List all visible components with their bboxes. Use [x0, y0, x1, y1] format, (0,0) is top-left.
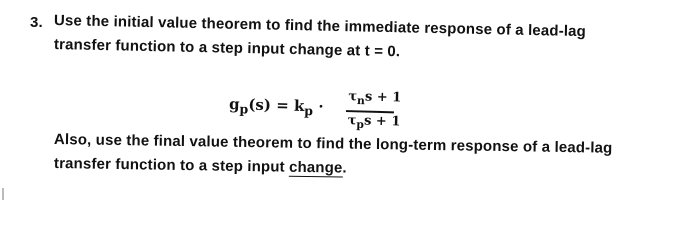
equation-denominator — [347, 113, 400, 132]
question-text-line-4 — [54, 155, 347, 177]
numerator-rest: s + 1 — [364, 89, 402, 106]
denominator-tau: τ — [347, 113, 357, 129]
underlined-change-word: change — [288, 158, 343, 177]
equation-arg-and-k: (s) = k — [248, 95, 305, 115]
question-text-line-1: Use the initial value theorem to find the immediate response of a lead-lag — [53, 12, 587, 41]
equation-numerator — [348, 89, 401, 108]
equation-k-subscript: p — [304, 102, 314, 119]
equation-lhs — [229, 95, 324, 118]
equation-fraction — [345, 89, 402, 134]
equation-g-subscript: p — [239, 101, 249, 117]
numerator-tau: τ — [348, 89, 358, 105]
numerator-tau-subscript: n — [356, 93, 366, 108]
question-number: 3. — [30, 14, 43, 31]
denominator-tau-subscript: p — [356, 117, 365, 132]
line-4-prefix: transfer function to a step input — [53, 155, 290, 176]
question-text-line-3: Also, use the final value theorem to find the long-term response of a lead-lag — [53, 131, 613, 157]
line-4-period: . — [342, 159, 347, 177]
equation-g: g — [228, 95, 240, 114]
lead-lag-equation — [228, 86, 402, 132]
denominator-rest: s + 1 — [363, 113, 401, 130]
question-text-line-2: transfer function to a step input change at t = 0. — [53, 36, 401, 61]
equation-dot: · — [312, 97, 324, 116]
scan-edge-mark — [2, 188, 4, 200]
